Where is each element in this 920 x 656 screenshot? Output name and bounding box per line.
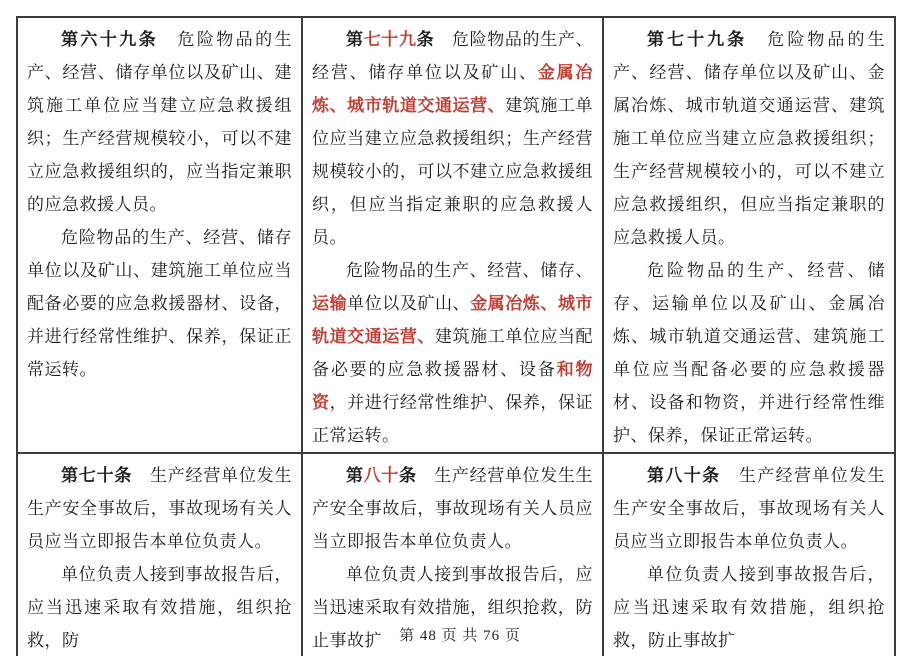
law-text: ，并进行经常性维护、保养，保证正常运转。 [312,393,594,445]
law-text: 单位负责人接到事故报告后，应当迅速采取有效措施，组织抢救，防 [27,565,292,650]
article-number: 第 [346,30,364,49]
law-text: 单位负责人接到事故报告后，应当迅速采取有效措施，组织抢救，防止事故扩 [312,565,593,650]
law-text: 单位以及矿山、 [347,294,471,313]
article-number: 条 [398,466,417,485]
law-text: 危险物品的生产、经营、储存、 [346,261,593,280]
article-number: 第八十条 [647,466,721,485]
cell-content [18,18,301,452]
article-number: 第七十九条 [647,30,748,49]
revision-highlight-text: 金属冶炼、城市轨道交通运营、 [312,294,594,346]
revision-highlight-text: 和物资 [312,360,594,412]
law-article-cell [302,17,603,453]
revision-highlight-text: 七十九 [363,30,417,49]
law-text: 生产经营单位发生生产安全事故后，事故现场有关人员应当立即报告本单位负责人。 [312,466,594,551]
law-article-cell [17,17,302,453]
law-text: 危险物品的生产、经营、储存单位以及矿山、金属冶炼、城市轨道交通运营、建筑施工单位应当建立应急救援组织；生产经营规模较小的，可以不建立应急救援组织，但应当指定兼职的应急救援人员。 [613,30,886,247]
law-text: 危险物品的生产、经营、储存单位以及矿山、建筑施工单位应当建立应急救援组织；生产经营规模较小，可以不建立应急救援组织的，应当指定兼职的应急救援人员。 [27,30,293,214]
law-paragraph [312,459,593,558]
law-article-cell [603,17,895,453]
law-paragraph [613,23,885,254]
article-number: 第 [346,466,364,485]
revision-highlight-text: 运输 [312,294,348,313]
article-number: 第七十条 [61,466,133,485]
law-text: 生产经营单位发生生产安全事故后，事故现场有关人员应当立即报告本单位负责人。 [613,466,885,551]
revision-highlight-text: 金属冶炼、城市轨道交通运营、 [312,63,594,115]
law-text: 危险物品的生产、经营、储存单位以及矿山、建筑施工单位应当配备必要的应急救援器材、设备，并进行经常性维护、保养，保证正常运转。 [27,228,292,379]
table-row [17,17,895,453]
page-number-footer: 第 48 页 共 76 页 [399,628,521,644]
law-text: 建筑施工单位应当配备必要的应急救援器材、设备 [312,327,594,379]
cell-content [604,18,894,452]
law-paragraph [27,459,292,558]
law-text: 生产经营单位发生生产安全事故后，事故现场有关人员应当立即报告本单位负责人。 [27,466,293,551]
cell-content [303,18,602,452]
article-number: 条 [416,30,435,49]
table-body [17,17,895,656]
law-paragraph [27,23,292,221]
article-number: 第六十九条 [61,30,159,49]
law-paragraph [27,221,292,386]
law-text: 危险物品的生产、经营、储存单位以及矿山、 [312,30,594,82]
law-text: 建筑施工单位应当建立应急救援组织；生产经营规模较小的，可以不建立应急救援组织，但应当指定兼职的应急救援人员。 [312,96,594,247]
law-paragraph [312,23,593,254]
law-comparison-table [16,16,896,656]
law-paragraph [613,254,885,452]
law-paragraph [312,254,593,452]
law-text: 单位负责人接到事故报告后，应当迅速采取有效措施，组织抢救，防止事故扩 [613,565,885,650]
law-text: 危险物品的生产、经营、储存、运输单位以及矿山、金属冶炼、城市轨道交通运营、建筑施工单位应当配备必要的应急救援器材、设备和物资，并进行经常性维护、保养，保证正常运转。 [613,261,885,445]
revision-highlight-text: 八十 [363,466,399,485]
law-paragraph [613,459,885,558]
